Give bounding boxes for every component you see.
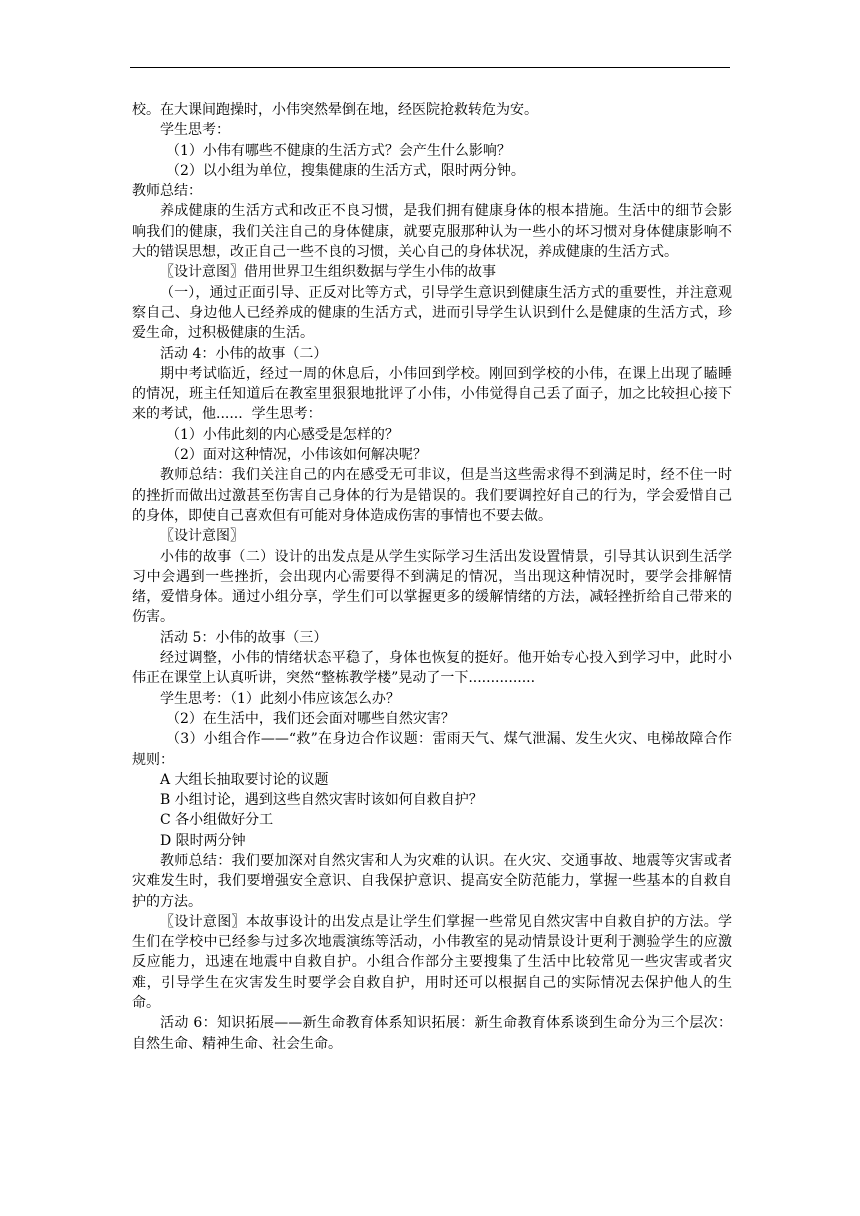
paragraph: 养成健康的生活方式和改正不良习惯，是我们拥有健康身体的根本措施。生活中的细节会影响我们的健康，我们关注自己的身体健康，就要克服那种认为一些小的坏习惯对身体健康影响不大的错误思想，改正自己一些不良的习惯，关心自己的身体状况，养成健康的生活方式。 (132, 203, 732, 261)
paragraph: （1）小伟有哪些不健康的生活方式？会产生什么影响？ (166, 142, 511, 159)
document-body (132, 100, 732, 1054)
paragraph: 活动 5：小伟的故事（三） (160, 629, 328, 646)
paragraph: 经过调整，小伟的情绪状态平稳了，身体也恢复的挺好。他开始专心投入到学习中，此时小伟正在课堂上认真听讲，突然“整栋教学楼”晃动了一下............... (132, 650, 732, 687)
header-rule (130, 67, 730, 68)
paragraph: 〖设计意图〗 (160, 528, 244, 545)
paragraph: 教师总结： (132, 183, 202, 200)
paragraph: 活动 4：小伟的故事（二） (160, 345, 328, 362)
paragraph: 学生思考： (160, 122, 230, 139)
paragraph: （3）小组合作——“救”在身边合作议题：雷雨天气、煤气泄漏、发生火灾、电梯故障合作规则： (132, 731, 732, 768)
paragraph: （2）面对这种情况，小伟该如何解决呢？ (166, 447, 427, 464)
paragraph: 活动 6：知识拓展——新生命教育体系知识拓展：新生命教育体系谈到生命分为三个层次：自然生命、精神生命、社会生命。 (132, 1015, 732, 1052)
paragraph: D 限时两分钟 (160, 832, 246, 849)
paragraph: 学生思考：（1）此刻小伟应该怎么办？ (160, 690, 400, 707)
paragraph: A 大组长抽取要讨论的议题 (160, 771, 329, 788)
paragraph: 教师总结：我们关注自己的内在感受无可非议，但是当这些需求得不到满足时，经不住一时的挫折而做出过激甚至伤害自己身体的行为是错误的。我们要调控好自己的行为，学会爱惜自己的身体，即使自己喜欢但有可能对身体造成伤害的事情也不要去做。 (132, 467, 732, 524)
paragraph: （2）在生活中，我们还会面对哪些自然灾害？ (166, 710, 455, 727)
paragraph: 期中考试临近，经过一周的休息后，小伟回到学校。刚回到学校的小伟，在课上出现了瞌睡的情况，班主任知道后在教室里狠狠地批评了小伟，小伟觉得自己丢了面子，加之比较担心接下来的考试，他...... 学生思考： (132, 365, 732, 423)
paragraph: 〖设计意图〗本故事设计的出发点是让学生们掌握一些常见自然灾害中自救自护的方法。学生们在学校中已经参与过多次地震演练等活动，小伟教室的晃动情景设计更利于测验学生的应激反应能力，迅速在地震中自救自护。小组合作部分主要搜集了生活中比较常见一些灾害或者灾难，引导学生在灾害发生时要学会自救自护，用时还可以根据自己的实际情况去保护他人的生命。 (132, 913, 732, 1012)
paragraph: 〖设计意图〗借用世界卫生组织数据与学生小伟的故事 (160, 264, 496, 281)
paragraph: B 小组讨论，遇到这些自然灾害时该如何自救自护？ (160, 792, 483, 809)
paragraph: C 各小组做好分工 (160, 812, 274, 829)
paragraph: （2）以小组为单位，搜集健康的生活方式，限时两分钟。 (166, 162, 525, 179)
paragraph: 小伟的故事（二）设计的出发点是从学生实际学习生活出发设置情景，引导其认识到生活学习中会遇到一些挫折，会出现内心需要得不到满足的情况，当出现这种情况时，要学会排解情绪，爱惜身体。通过小组分享，学生们可以掌握更多的缓解情绪的方法，减轻挫折给自己带来的伤害。 (132, 548, 732, 626)
paragraph: 教师总结：我们要加深对自然灾害和人为灾难的认识。在火灾、交通事故、地震等灾害或者灾难发生时，我们要增强安全意识、自我保护意识、提高安全防范能力，掌握一些基本的自救自护的方法。 (132, 852, 732, 910)
paragraph: 校。在大课间跑操时，小伟突然晕倒在地，经医院抢救转危为安。 (132, 102, 538, 118)
paragraph: （一），通过正面引导、正反对比等方式，引导学生意识到健康生活方式的重要性，并注意观察自己、身边他人已经养成的健康的生活方式，进而引导学生认识到什么是健康的生活方式，珍爱生命，过积极健康的生活。 (132, 284, 732, 342)
paragraph: （1）小伟此刻的内心感受是怎样的？ (166, 426, 399, 443)
